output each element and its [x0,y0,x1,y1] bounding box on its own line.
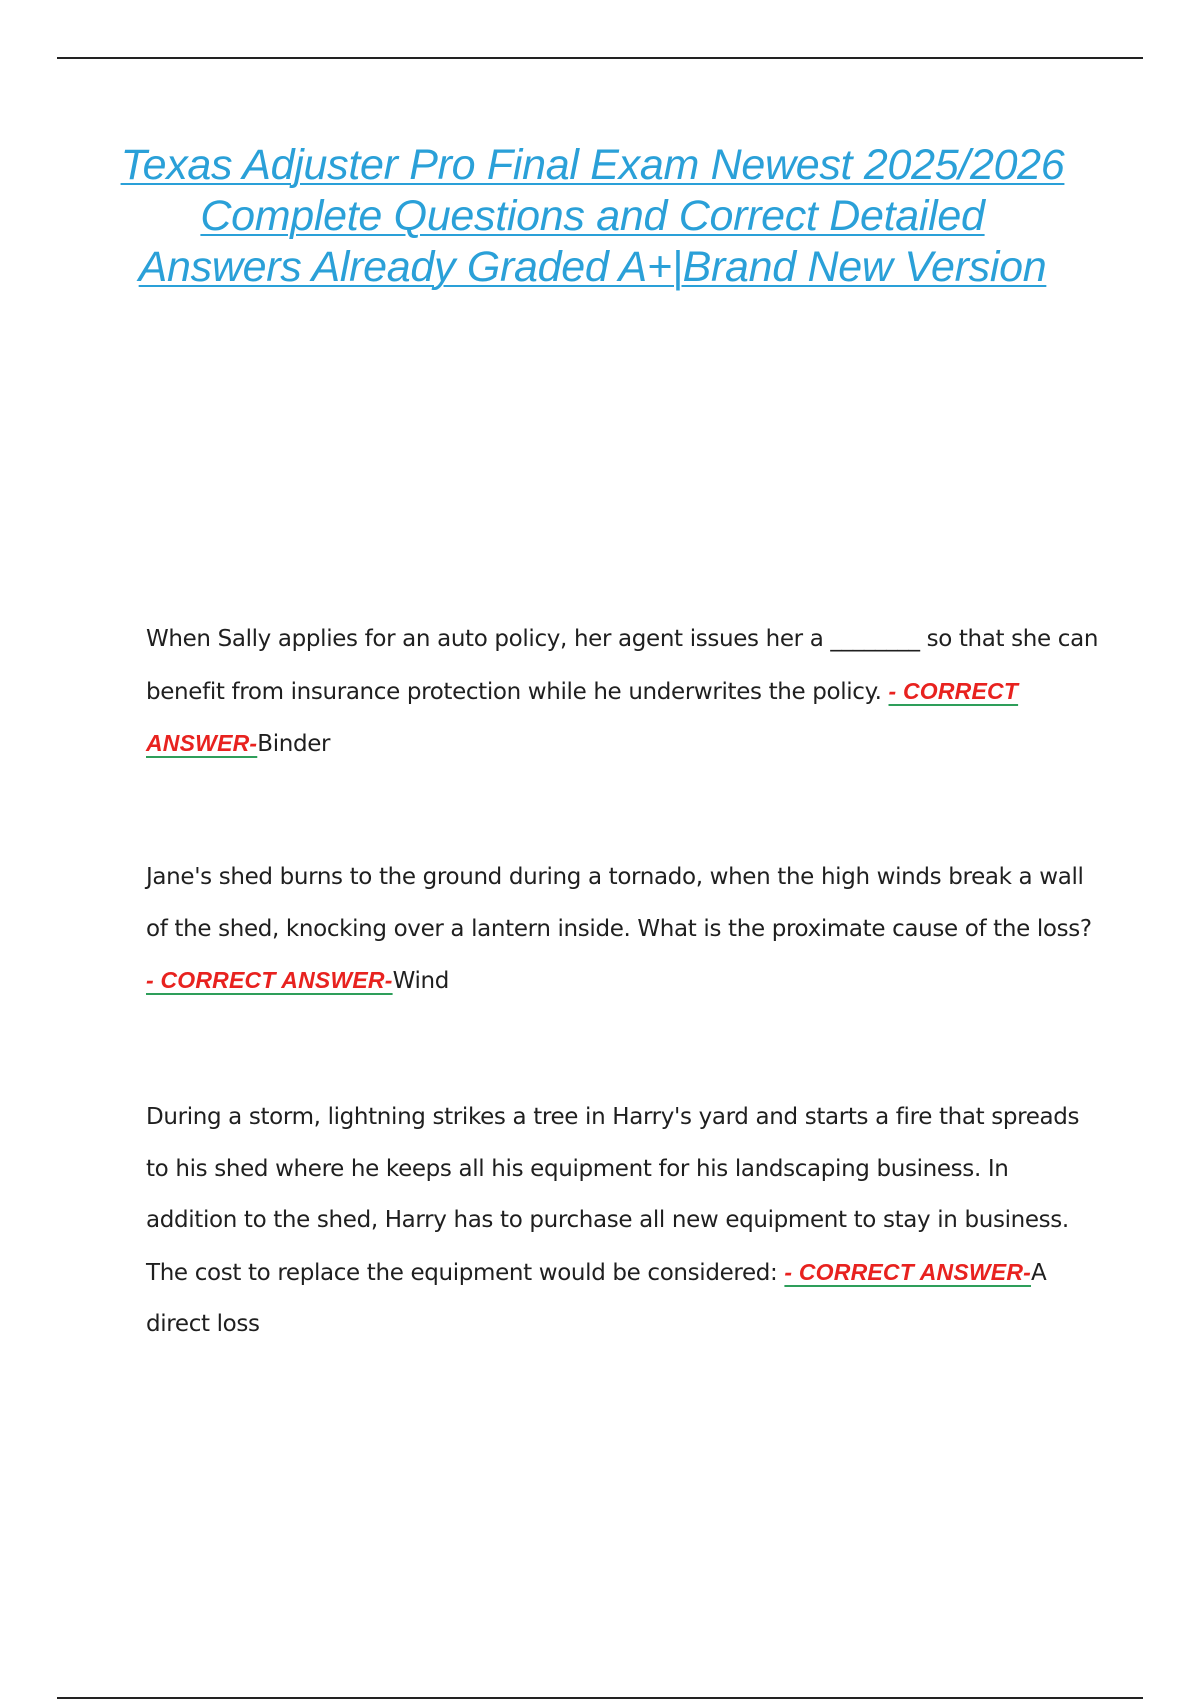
question-text: When Sally applies for an auto policy, her agent issues her a ________ so that she can benefit from insurance protection while he underwrites the policy. [146,626,1099,705]
qa-item-2 [146,852,1106,1008]
document-title-link[interactable]: Texas Adjuster Pro Final Exam Newest 2025/2026 Complete Questions and Correct Detailed Answers Already Graded A+|Brand New Version [120,141,1065,291]
bottom-rule [57,1697,1143,1699]
qa-item-1 [146,614,1106,771]
document-title-block [120,140,1065,293]
answer-text: Binder [257,731,331,757]
top-rule [57,57,1143,59]
correct-answer-label: - CORRECT ANSWER- [146,677,1019,756]
answer-text: A direct loss [146,1259,1047,1337]
answer-text: Wind [392,968,449,994]
question-text: During a storm, lightning strikes a tree in Harry's yard and starts a fire that spreads to his shed where he keeps all his equipment for his landscaping business. In addition to the shed, Harry has to purchase all new equipment to stay in business. The cost to replace the equipment would be considered: [146,1104,1080,1286]
correct-answer-label: - CORRECT ANSWER- [784,1258,1031,1285]
correct-answer-label: - CORRECT ANSWER- [146,967,393,993]
question-text: Jane's shed burns to the ground during a tornado, when the high winds break a wall of the shed, knocking over a lantern inside. What is the proximate cause of the loss? [146,864,1092,942]
qa-item-3 [146,1092,1106,1351]
